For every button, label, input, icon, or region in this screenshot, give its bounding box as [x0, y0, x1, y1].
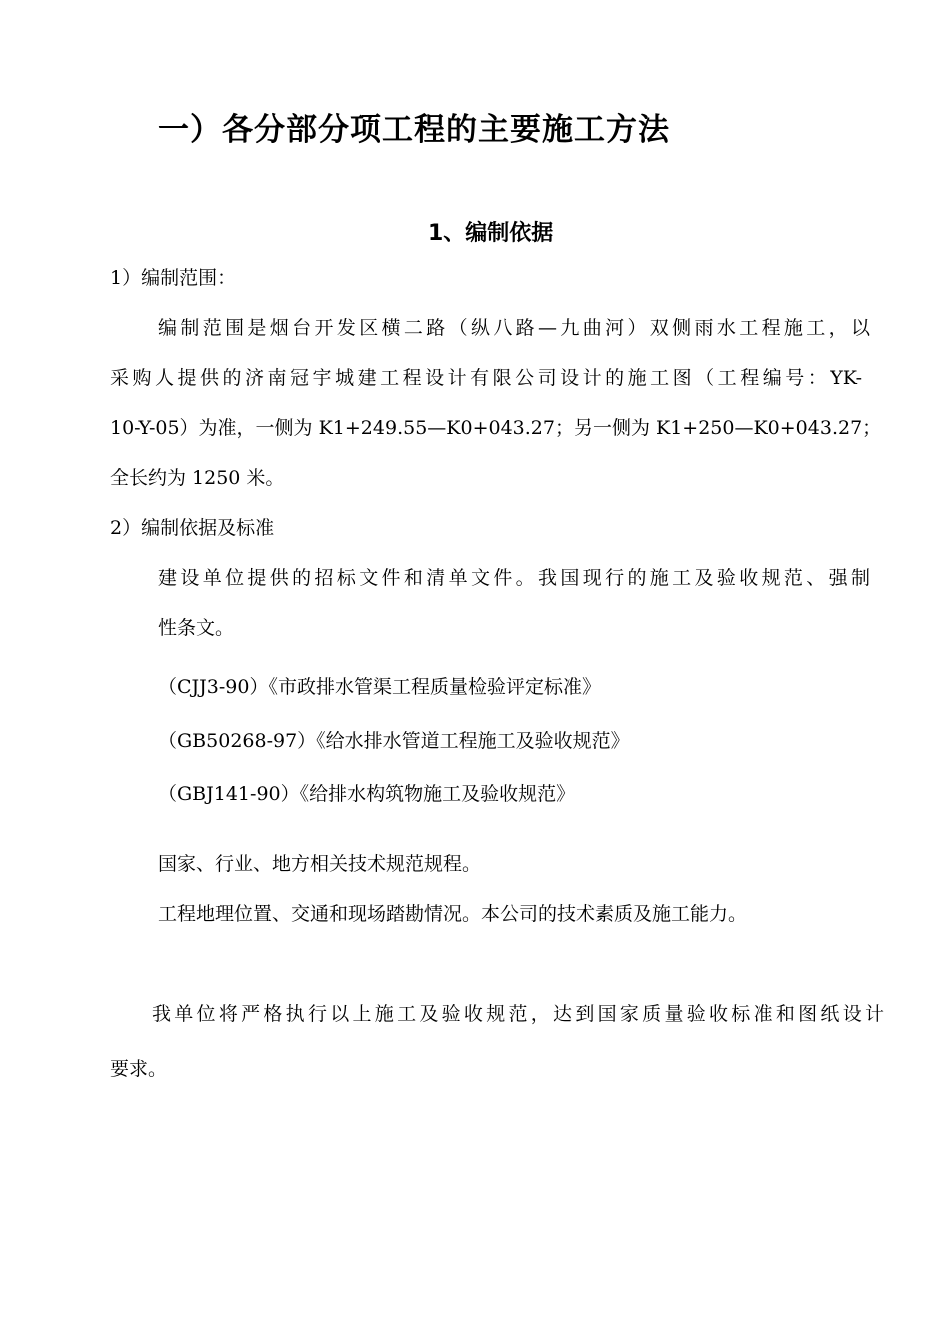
section-title: 一）各分部分项工程的主要施工方法 [158, 112, 670, 148]
scope-paragraph-line: 10-Y-05）为准，一侧为 K1+249.55—K0+043.27；另一侧为 K1+250—K0+043.27； [110, 417, 882, 439]
scope-paragraph-line: 全长约为 1250 米。 [110, 467, 285, 489]
scope-paragraph-line: 采购人提供的济南冠宇城建工程设计有限公司设计的施工图（工程编号：YK- [110, 367, 862, 389]
scope-heading: 1）编制范围： [110, 267, 237, 289]
basis-heading: 2）编制依据及标准 [110, 517, 275, 539]
basis-paragraph-line: 工程地理位置、交通和现场踏勘情况。本公司的技术素质及施工能力。 [158, 903, 748, 925]
conclusion-paragraph-line: 我单位将严格执行以上施工及验收规范，达到国家质量验收标准和图纸设计 [152, 1003, 884, 1025]
standard-item: （CJJ3-90）《市政排水管渠工程质量检验评定标准》 [158, 676, 601, 698]
basis-paragraph-line: 建设单位提供的招标文件和清单文件。我国现行的施工及验收规范、强制 [158, 567, 870, 589]
conclusion-paragraph-line: 要求。 [110, 1058, 168, 1080]
basis-paragraph-line: 性条文。 [158, 617, 235, 639]
standard-item: （GBJ141-90）《给排水构筑物施工及验收规范》 [158, 783, 576, 805]
subsection-title: 1、编制依据 [428, 221, 554, 246]
standard-item: （GB50268-97）《给水排水管道工程施工及验收规范》 [158, 730, 630, 752]
basis-paragraph-line: 国家、行业、地方相关技术规范规程。 [158, 853, 482, 875]
scope-paragraph-line: 编制范围是烟台开发区横二路（纵八路—九曲河）双侧雨水工程施工，以 [158, 317, 870, 339]
